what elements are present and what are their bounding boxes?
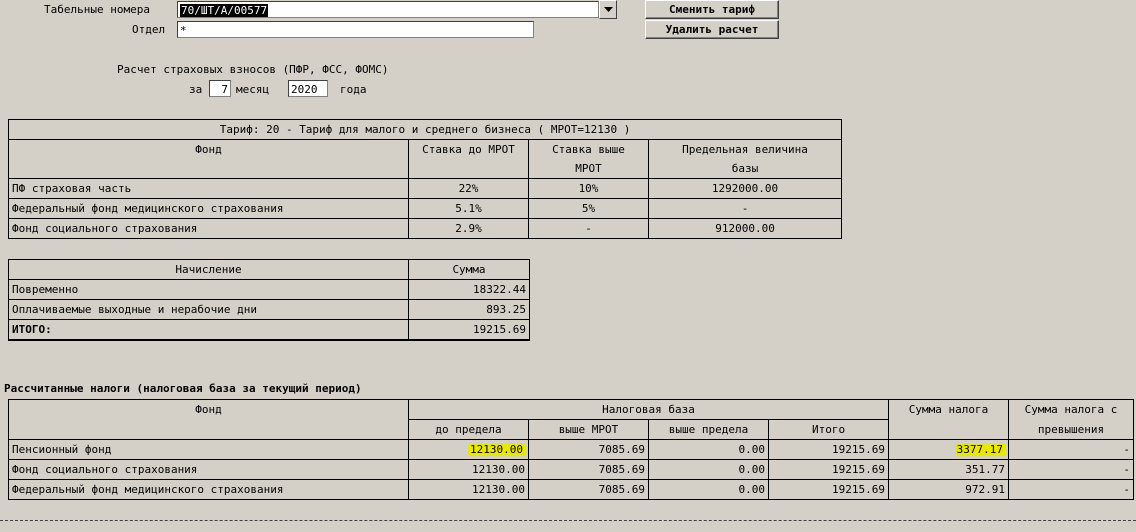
department-label: Отдел <box>132 23 166 36</box>
tariff-fund: Федеральный фонд медицинского страхования <box>9 199 409 219</box>
accrual-sum: 18322.44 <box>409 280 530 300</box>
tab-numbers-dropdown-button[interactable] <box>599 0 617 19</box>
table-row <box>9 219 842 239</box>
taxes-sum: 351.77 <box>889 460 1009 480</box>
table-row <box>9 480 1134 500</box>
taxes-fund: Фонд социального страхования <box>9 460 409 480</box>
year-label: года <box>340 83 367 96</box>
taxes-above-limit: 0.00 <box>649 480 769 500</box>
accrual-total-value: 19215.69 <box>409 320 530 341</box>
tariff-rate-above: 5% <box>529 199 649 219</box>
month-input[interactable]: 7 <box>209 80 231 97</box>
taxes-to-limit: 12130.00 <box>409 480 529 500</box>
taxes-total: 19215.69 <box>769 460 889 480</box>
table-row <box>9 199 842 219</box>
taxes-header-to-limit: до предела <box>409 420 529 440</box>
taxes-title: Рассчитанные налоги (налоговая база за текущий период) <box>4 382 362 395</box>
tariff-limit: 1292000.00 <box>649 179 842 199</box>
change-tariff-button[interactable]: Сменить тариф <box>645 0 779 19</box>
delete-calculation-button[interactable]: Удалить расчет <box>645 20 779 39</box>
table-row <box>9 460 1134 480</box>
year-input[interactable]: 2020 <box>288 80 328 97</box>
tariff-title: Тариф: 20 - Тариф для малого и среднего бизнеса ( МРОТ=12130 ) <box>9 120 842 140</box>
taxes-total: 19215.69 <box>769 480 889 500</box>
table-row <box>9 280 530 300</box>
tariff-rate-above: - <box>529 219 649 239</box>
table-row <box>9 179 842 199</box>
taxes-excess: - <box>1009 480 1134 500</box>
tariff-fund: Фонд социального страхования <box>9 219 409 239</box>
taxes-to-limit-highlighted: 12130.00 <box>470 443 523 456</box>
accrual-header-name: Начисление <box>9 260 409 280</box>
taxes-table <box>8 399 1134 500</box>
chevron-down-icon <box>604 7 613 12</box>
table-row-total <box>9 320 530 341</box>
taxes-header-base: Налоговая база <box>409 400 889 420</box>
tariff-limit: - <box>649 199 842 219</box>
taxes-total: 19215.69 <box>769 440 889 460</box>
taxes-header-excess: Сумма налога с <box>1009 400 1134 420</box>
taxes-above-mrot: 7085.69 <box>529 440 649 460</box>
taxes-above-limit: 0.00 <box>649 440 769 460</box>
accrual-name: Повременно <box>9 280 409 300</box>
taxes-header-excess-2: превышения <box>1009 420 1134 440</box>
accrual-name: Оплачиваемые выходные и нерабочие дни <box>9 300 409 320</box>
accrual-total-label: ИТОГО: <box>9 320 409 341</box>
taxes-above-limit: 0.00 <box>649 460 769 480</box>
tariff-rate-below: 5.1% <box>409 199 529 219</box>
calc-title: Расчет страховых взносов (ПФР, ФСС, ФОМС) <box>117 63 389 76</box>
taxes-header-total: Итого <box>769 420 889 440</box>
taxes-sum-highlighted: 3377.17 <box>956 443 1004 456</box>
divider <box>0 520 1136 521</box>
tariff-header-fund: Фонд <box>9 140 409 179</box>
tariff-header-rate-above-2: МРОТ <box>529 159 649 179</box>
taxes-above-mrot: 7085.69 <box>529 480 649 500</box>
tariff-table <box>8 119 842 239</box>
tariff-header-limit: Предельная величина <box>649 140 842 160</box>
tariff-fund: ПФ страховая часть <box>9 179 409 199</box>
tariff-limit: 912000.00 <box>649 219 842 239</box>
tariff-header-rate-above: Ставка выше <box>529 140 649 160</box>
tab-numbers-value: 70/ШТ/А/00577 <box>181 4 268 17</box>
accrual-sum: 893.25 <box>409 300 530 320</box>
period-za-label: за <box>189 83 203 96</box>
tariff-header-rate-below: Ставка до МРОТ <box>409 140 529 179</box>
taxes-fund: Федеральный фонд медицинского страхования <box>9 480 409 500</box>
tariff-header-limit-2: базы <box>649 159 842 179</box>
taxes-header-above-mrot: выше МРОТ <box>529 420 649 440</box>
accrual-table <box>8 259 530 341</box>
taxes-to-limit: 12130.00 <box>409 460 529 480</box>
taxes-sum: 972.91 <box>889 480 1009 500</box>
accrual-header-sum: Сумма <box>409 260 530 280</box>
month-label: месяц <box>236 83 270 96</box>
tab-numbers-label: Табельные номера <box>44 3 150 16</box>
taxes-excess: - <box>1009 440 1134 460</box>
taxes-header-fund: Фонд <box>9 400 409 440</box>
taxes-header-above-limit: выше предела <box>649 420 769 440</box>
tariff-rate-below: 22% <box>409 179 529 199</box>
tab-numbers-input[interactable] <box>177 1 599 18</box>
tariff-rate-above: 10% <box>529 179 649 199</box>
department-input[interactable]: * <box>177 21 534 38</box>
table-row <box>9 300 530 320</box>
tariff-rate-below: 2.9% <box>409 219 529 239</box>
taxes-above-mrot: 7085.69 <box>529 460 649 480</box>
taxes-fund: Пенсионный фонд <box>9 440 409 460</box>
taxes-header-sum: Сумма налога <box>889 400 1009 440</box>
taxes-excess: - <box>1009 460 1134 480</box>
table-row <box>9 440 1134 460</box>
